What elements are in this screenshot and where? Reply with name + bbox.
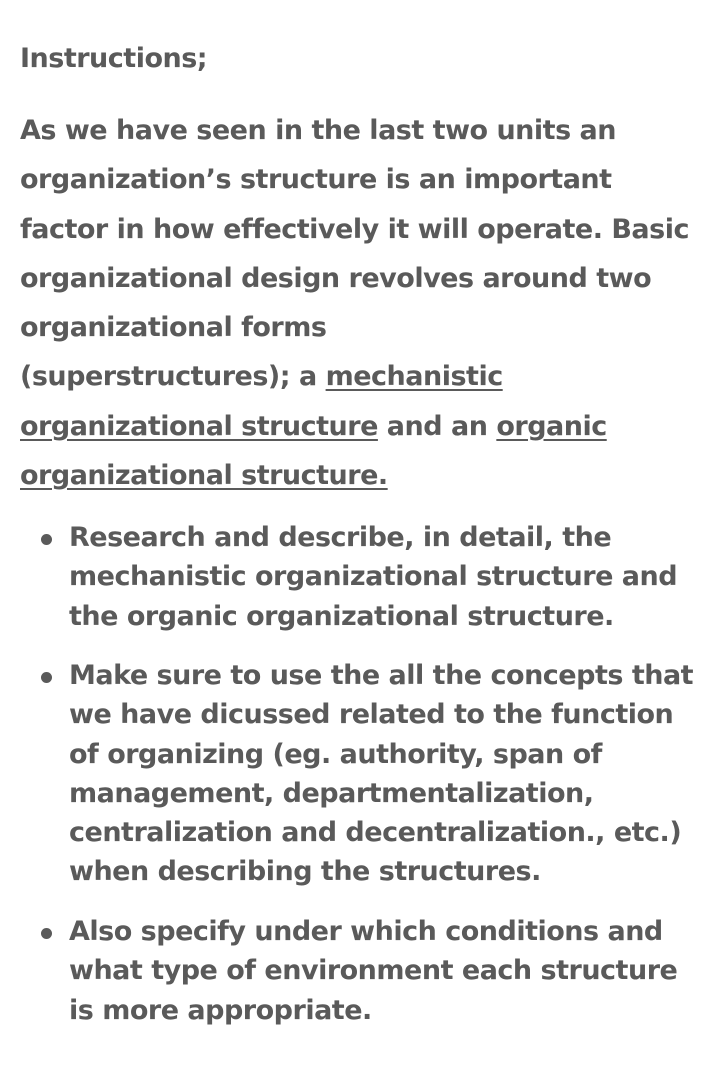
intro-line: organization’s structure is an important [20, 164, 612, 196]
intro-text: and an [377, 410, 497, 442]
organic-structure-link-cont[interactable]: organizational structure. [20, 460, 388, 492]
intro-line: organizational design revolves around two [20, 262, 652, 294]
intro-paragraph [20, 106, 692, 500]
bullet-dot-icon [41, 534, 52, 545]
bullet-line: centralization and decentralization., etc.) [69, 817, 682, 849]
intro-line [20, 402, 692, 451]
bullet-dot-icon [41, 672, 52, 683]
intro-line: As we have seen in the last two units an [20, 115, 616, 146]
mechanistic-structure-link-cont[interactable]: organizational structure [20, 410, 378, 442]
intro-line: factor in how effectively it will operate. Basic [20, 213, 689, 245]
bullet-line: Make sure to use the all the concepts that [69, 660, 694, 691]
bullet-text [69, 912, 699, 1030]
bullet-dot-icon [41, 928, 52, 939]
bullet-line: is more appropriate. [69, 994, 372, 1026]
organic-structure-link[interactable]: organic [496, 410, 607, 442]
bullet-line: management, departmentalization, [69, 777, 594, 809]
bullet-line: mechanistic organizational structure and [69, 561, 678, 593]
intro-line [20, 352, 692, 401]
bullet-line: Also specify under which conditions and [69, 916, 663, 947]
intro-line: organizational forms [20, 312, 327, 344]
bullet-text [69, 518, 699, 636]
bullet-line: we have dicussed related to the function [69, 699, 674, 731]
bullet-line: what type of environment each structure [69, 955, 678, 987]
intro-text: (superstructures); a [20, 361, 326, 393]
bullet-line: when describing the structures. [69, 856, 541, 888]
bullet-line: of organizing (eg. authority, span of [69, 738, 602, 770]
intro-line [20, 451, 692, 500]
instructions-heading: Instructions; [20, 43, 208, 74]
bullet-line: Research and describe, in detail, the [69, 522, 612, 553]
bullet-line: the organic organizational structure. [69, 600, 614, 632]
bullet-text [69, 656, 699, 892]
mechanistic-structure-link[interactable]: mechanistic [325, 361, 503, 393]
